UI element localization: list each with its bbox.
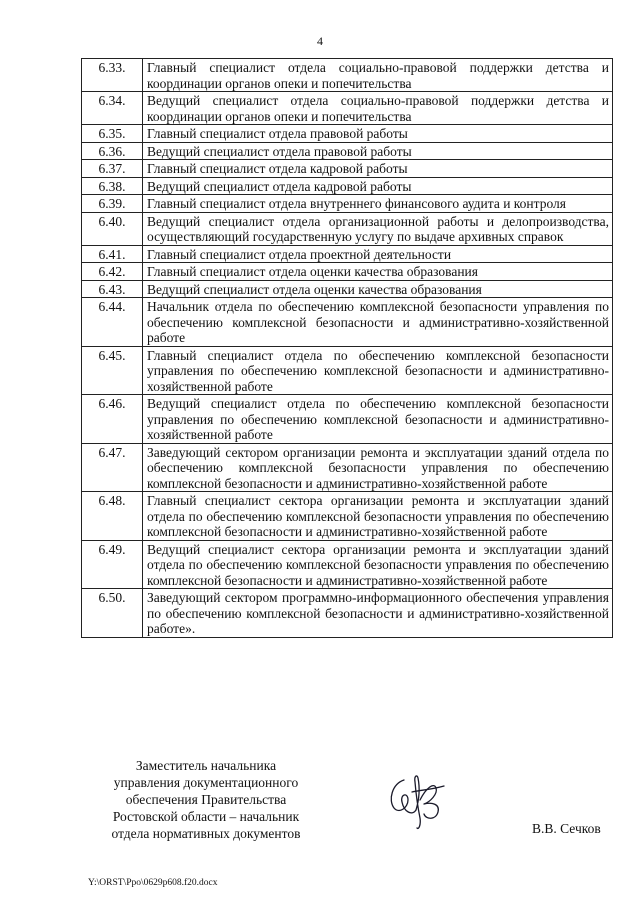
table-row — [82, 298, 613, 347]
table-row — [82, 589, 613, 638]
table-row — [82, 346, 613, 395]
signatory-position-line: отдела нормативных документов — [111, 826, 301, 841]
position-title: Главный специалист отдела правовой работы — [143, 125, 613, 143]
position-title: Ведущий специалист отдела организационной работы и делопроизводства, осуществляющий государственную услугу по выдаче архивных справок — [143, 212, 613, 245]
table-row — [82, 212, 613, 245]
position-title: Ведущий специалист отдела социально-правовой поддержки детства и координации органов опеки и попечительства — [143, 92, 613, 125]
table-row — [82, 92, 613, 125]
table-row — [82, 492, 613, 541]
position-title: Ведущий специалист отдела кадровой работы — [143, 177, 613, 195]
row-number: 6.38. — [82, 177, 143, 195]
position-title: Главный специалист отдела внутреннего финансового аудита и контроля — [143, 195, 613, 213]
file-path-footer: Y:\ORST\Ppo\0629p608.f20.docx — [88, 878, 218, 888]
table-row — [82, 443, 613, 492]
row-number: 6.39. — [82, 195, 143, 213]
table-row — [82, 263, 613, 281]
position-title: Ведущий специалист отдела по обеспечению комплексной безопасности управления по обеспечению комплексной безопасности и административно-хозяйственной работе — [143, 395, 613, 444]
table-row — [82, 195, 613, 213]
position-title: Главный специалист отдела оценки качества образования — [143, 263, 613, 281]
row-number: 6.33. — [82, 59, 143, 92]
row-number: 6.43. — [82, 280, 143, 298]
row-number: 6.34. — [82, 92, 143, 125]
position-title: Главный специалист отдела проектной деятельности — [143, 245, 613, 263]
row-number: 6.35. — [82, 125, 143, 143]
row-number: 6.47. — [82, 443, 143, 492]
position-title: Главный специалист отдела социально-правовой поддержки детства и координации органов опеки и попечительства — [143, 59, 613, 92]
position-title: Ведущий специалист сектора организации ремонта и эксплуатации зданий отдела по обеспечению комплексной безопасности управления по обеспечению комплексной безопасности и административно-хозяйственной работе — [143, 540, 613, 589]
row-number: 6.36. — [82, 142, 143, 160]
row-number: 6.50. — [82, 589, 143, 638]
table-row — [82, 177, 613, 195]
signatory-position-line: обеспечения Правительства — [125, 792, 287, 807]
row-number: 6.42. — [82, 263, 143, 281]
position-title: Начальник отдела по обеспечению комплексной безопасности управления по обеспечению комплексной безопасности и административно-хозяйственной работе — [143, 298, 613, 347]
position-title: Заведующий сектором программно-информационного обеспечения управления по обеспечению комплексной безопасности и административно-хозяйственной работе». — [143, 589, 613, 638]
table-row — [82, 540, 613, 589]
signatory-position-line: управления документационного — [113, 775, 299, 790]
position-title: Главный специалист сектора организации ремонта и эксплуатации зданий отдела по обеспечению комплексной безопасности управления по обеспечению комплексной безопасности и административно-хозяйственной работе — [143, 492, 613, 541]
position-title: Ведущий специалист отдела оценки качества образования — [143, 280, 613, 298]
page-number: 4 — [317, 34, 323, 48]
table-row — [82, 280, 613, 298]
table-row — [82, 160, 613, 178]
position-title: Главный специалист отдела по обеспечению комплексной безопасности управления по обеспечению комплексной безопасности и административно-хозяйственной работе — [143, 346, 613, 395]
signatory-position-line: Ростовской области – начальник — [112, 809, 300, 824]
table-row — [82, 245, 613, 263]
position-title: Ведущий специалист отдела правовой работы — [143, 142, 613, 160]
position-title: Заведующий сектором организации ремонта и эксплуатации зданий отдела по обеспечению комплексной безопасности управления по обеспечению комплексной безопасности и административно-хозяйственной работе — [143, 443, 613, 492]
row-number: 6.49. — [82, 540, 143, 589]
row-number: 6.41. — [82, 245, 143, 263]
position-title: Главный специалист отдела кадровой работы — [143, 160, 613, 178]
row-number: 6.40. — [82, 212, 143, 245]
row-number: 6.44. — [82, 298, 143, 347]
handwritten-signature — [382, 770, 452, 834]
row-number: 6.48. — [82, 492, 143, 541]
signatory-position-line: Заместитель начальника — [135, 758, 277, 773]
table-row — [82, 395, 613, 444]
positions-table — [81, 58, 613, 638]
table-row — [82, 125, 613, 143]
signer-name: В.В. Сечков — [532, 821, 601, 836]
row-number: 6.46. — [82, 395, 143, 444]
table-row — [82, 142, 613, 160]
row-number: 6.45. — [82, 346, 143, 395]
signatory-position — [88, 757, 324, 842]
table-row — [82, 59, 613, 92]
row-number: 6.37. — [82, 160, 143, 178]
